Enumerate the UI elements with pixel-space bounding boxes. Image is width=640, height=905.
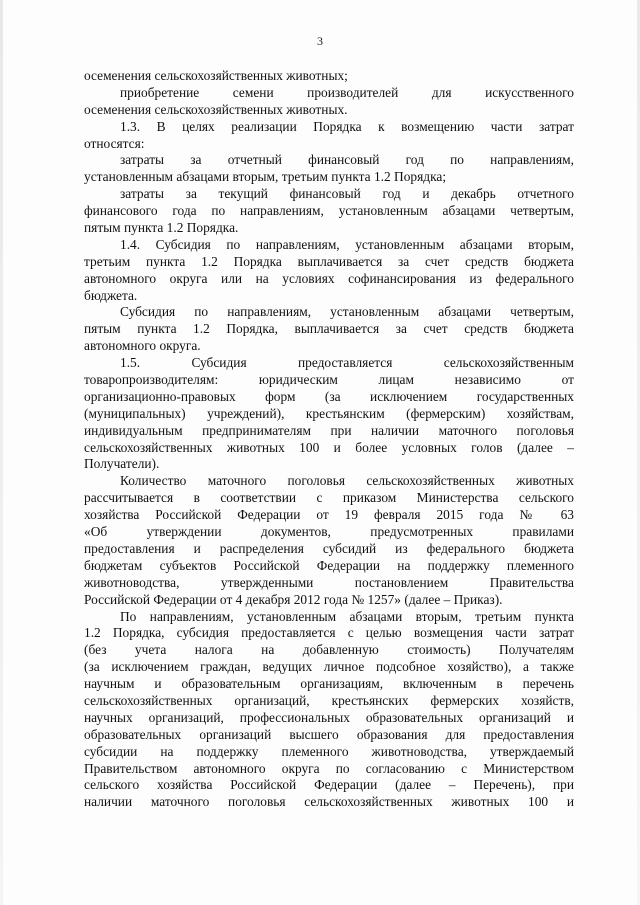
text-line: осеменения сельскохозяйственных животных;: [84, 68, 348, 83]
text-line: научным и образовательным организациям, включенным в перечень: [84, 676, 574, 692]
text-line: По направлениям, установленным абзацами вторым, третьим пункта: [120, 608, 574, 624]
text-line: автономного округа.: [84, 338, 201, 354]
text-line: установленным абзацами вторым, третьим пункта 1.2 Порядка;: [84, 169, 447, 185]
text-line: автономного округа или на условиях софинансирования из федерального: [84, 270, 574, 286]
text-line: Количество маточного поголовья сельскохозяйственных животных: [120, 473, 574, 489]
text-line: товаропроизводителям: юридическим лицам независимо от: [84, 372, 574, 388]
text-line: относятся:: [84, 135, 145, 151]
text-line: бюджетам субъектов Российской Федерации на поддержку племенного: [84, 557, 574, 573]
text-line: научных организаций, профессиональных образовательных организаций и: [84, 709, 574, 725]
text-line: организационно-правовых форм (за исключением государственных: [84, 388, 574, 404]
text-line: 1.4. Субсидия по направлениям, установленным абзацами вторым,: [120, 236, 574, 252]
text-line: затраты за текущий финансовый год и декабрь отчетного: [120, 186, 574, 202]
text-line: (без учета налога на добавленную стоимость) Получателям: [84, 642, 574, 658]
text-line: сельскохозяйственных организаций, крестьянских фермерских хозяйств,: [84, 692, 574, 708]
document-body: [84, 68, 574, 811]
text-line: хозяйства Российской Федерации от 19 февраля 2015 года № 63: [84, 507, 574, 523]
text-line: сельского хозяйства Российской Федерации (далее – Перечень), при: [84, 777, 574, 793]
text-line: «Об утверждении документов, предусмотренных правилами: [84, 524, 574, 540]
text-line: финансового года по направлениям, установленным абзацами четвертым,: [84, 203, 574, 219]
text-line: (за исключением граждан, ведущих личное подсобное хозяйство), а также: [84, 659, 574, 675]
text-line: пятым пункта 1.2 Порядка, выплачивается за счет средств бюджета: [84, 321, 574, 337]
text-line: Получатели).: [84, 456, 160, 472]
text-line: 1.3. В целях реализации Порядка к возмещению части затрат: [120, 118, 574, 134]
scan-edge-left: [0, 0, 3, 905]
text-line: пятым пункта 1.2 Порядка.: [84, 220, 239, 236]
text-line: предоставления и распределения субсидий из федерального бюджета: [84, 540, 574, 556]
text-line: рассчитывается в соответствии с приказом Министерства сельского: [84, 490, 574, 506]
text-line: (муниципальных) учреждений), крестьянским (фермерским) хозяйствам,: [84, 405, 574, 421]
page-number: 3: [317, 34, 323, 48]
text-line: индивидуальным предпринимателям при наличии маточного поголовья: [84, 422, 574, 438]
text-line: Правительством автономного округа по согласованию с Министерством: [84, 760, 574, 776]
text-line: 1.5. Субсидия предоставляется сельскохозяйственным: [120, 355, 574, 371]
text-line: приобретение семени производителей для искусственного: [120, 84, 574, 100]
text-line: осеменения сельскохозяйственных животных.: [84, 101, 348, 117]
text-line: образовательных организаций высшего образования для предоставления: [84, 726, 574, 742]
text-line: сельскохозяйственных животных 100 и более условных голов (далее –: [84, 439, 574, 455]
text-line: субсидии на поддержку племенного животноводства, утверждаемый: [84, 743, 574, 759]
text-line: 1.2 Порядка, субсидия предоставляется с целью возмещения части затрат: [84, 625, 574, 641]
text-line: Субсидия по направлениям, установленным абзацами четвертым,: [120, 304, 574, 320]
text-line: животноводства, утвержденными постановлением Правительства: [84, 574, 574, 590]
text-line: затраты за отчетный финансовый год по направлениям,: [120, 152, 574, 168]
text-line: наличии маточного поголовья сельскохозяйственных животных 100 и: [84, 794, 574, 810]
text-line: бюджета.: [84, 287, 138, 303]
text-line: Российской Федерации от 4 декабря 2012 года № 1257» (далее – Приказ).: [84, 591, 503, 607]
text-line: третьим пункта 1.2 Порядка выплачивается за счет средств бюджета: [84, 253, 574, 269]
